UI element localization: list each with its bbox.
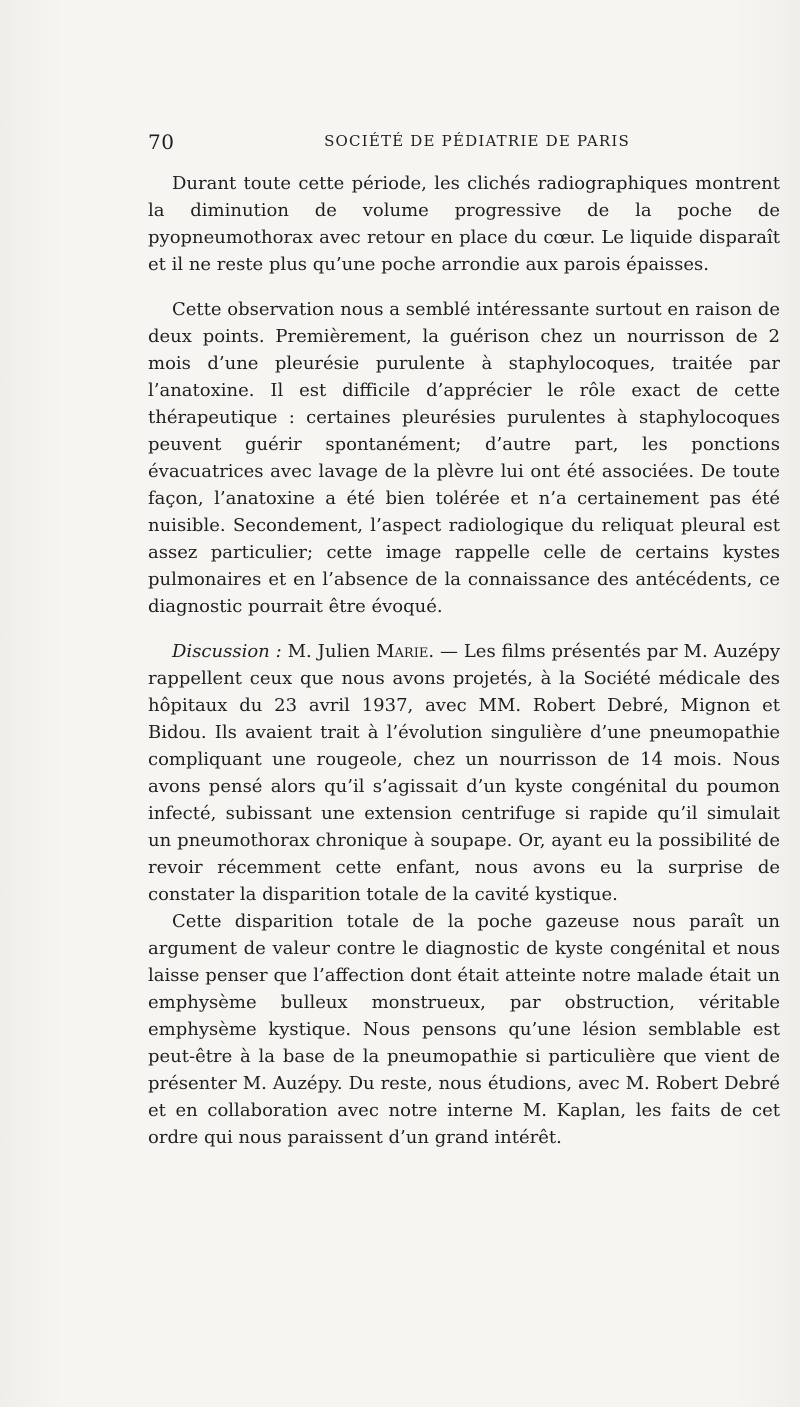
discussion-continuation-paragraph: Cette disparition totale de la poche gazeuse nous paraît un argument de valeur contre le diagnostic de kyste congénital et nous laisse penser que l’affection dont était atteinte notre malade était un emphysème bulleux monstrueux, par obstruction, véritable emphysème kystique. Nous pensons qu’une lésion semblable est peut-être à la base de la pneumopathie si particulière que vient de présenter M. Auzépy. Du reste, nous étudions, avec M. Robert Debré et en collaboration avec notre interne M. Kaplan, les faits de cet ordre qui nous paraissent d’un grand intérêt. [148,911,780,1148]
body-text [148,170,780,1151]
discussion-text: . — Les films présentés par M. Auzépy rappellent ceux que nous avons projetés, à la Société médicale des hôpitaux du 23 avril 1937, avec MM. Robert Debré, Mignon et Bidou. Ils avaient trait à l’évolution singulière d’une pneumopathie compliquant une rougeole, chez un nourrisson de 14 mois. Nous avons pensé alors qu’il s’agissait d’un kyste congénital du poumon infecté, subissant une extension centrifuge si rapide qu’il simulait un pneumothorax chronique à soupape. Or, ayant eu la possibilité de revoir récemment cette enfant, nous avons eu la surprise de constater la disparition totale de la cavité kystique. [148,641,780,905]
page-header [148,130,630,154]
page-number: 70 [148,130,175,154]
paragraph-radiographic-findings: Durant toute cette période, les clichés radiographiques montrent la diminution de volume progressive de la poche de pyopneumothorax avec retour en place du cœur. Le liquide disparaît et il ne reste plus qu’une poche arrondie aux parois épaisses. [148,173,780,275]
discussion-label: Discussion : [172,641,282,662]
paragraph-observation-summary: Cette observation nous a semblé intéressante surtout en raison de deux points. Premièrement, la guérison chez un nourrisson de 2 mois d’une pleurésie purulente à staphylocoques, traitée par l’anatoxine. Il est difficile d’apprécier le rôle exact de cette thérapeutique : certaines pleurésies purulentes à staphylocoques peuvent guérir spontanément; d’autre part, les ponctions évacuatrices avec lavage de la plèvre lui ont été associées. De toute façon, l’anatoxine a été bien tolérée et n’a certainement pas été nuisible. Secondement, l’aspect radiologique du reliquat pleural est assez particulier; cette image rappelle celle de certains kystes pulmonaires et en l’absence de la connaissance des antécédents, ce diagnostic pourrait être évoqué. [148,299,780,617]
discussion-paragraph [148,638,780,908]
discussion-speaker-prefix: M. Julien [287,641,377,662]
discussion-speaker-surname: Marie [376,641,429,662]
running-title: SOCIÉTÉ DE PÉDIATRIE DE PARIS [324,132,630,150]
